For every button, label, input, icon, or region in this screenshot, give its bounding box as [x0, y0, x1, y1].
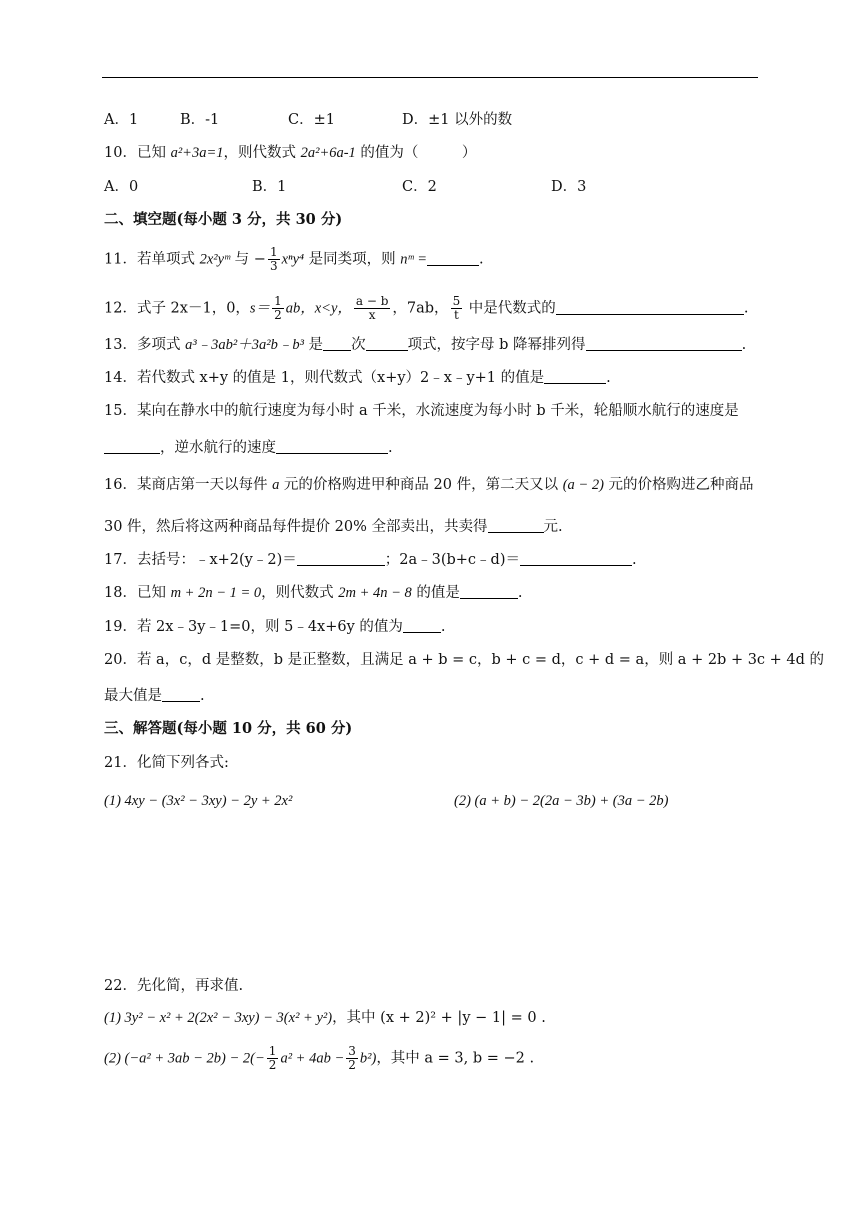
q19-end: . [440, 619, 446, 635]
q11-post: . [479, 251, 484, 268]
q12 [104, 295, 748, 322]
q11-fraction [268, 246, 280, 273]
q16-expr: (a − 2) [562, 477, 604, 493]
q13-blank-order[interactable] [586, 336, 742, 351]
q20-line2-text: 最大值是 [104, 688, 162, 704]
q11-frac-den: 3 [269, 259, 278, 273]
q11-term-c: nᵐ = [400, 251, 428, 268]
q17-blank-1[interactable] [297, 551, 385, 566]
q21-part-1: (1) 4xy − (3x² − 3xy) − 2y + 2x² [104, 793, 293, 809]
q12-f2-num: a − b [355, 294, 389, 308]
q18-end: . [517, 585, 523, 601]
q22-f2-den: 2 [348, 1058, 356, 1072]
q13-t2: 次 [351, 337, 366, 353]
q10-stem [104, 143, 476, 163]
q12-f3-num: 5 [452, 294, 461, 308]
q14 [104, 368, 611, 388]
q10-post: 的值为（ ） [355, 145, 477, 161]
q20-line-1: 20．若 a，c，d 是整数，b 是正整数，且满足 a + b = c，b + c = d，c + d = a，则 a + 2b + 3c + 4d 的 [104, 652, 825, 668]
q14-text: 14．若代数式 x+y 的值是 1，则代数式（x+y）2﹣x﹣y+1 的值是 [104, 370, 545, 386]
q11-mid2: 是同类项，则 [304, 251, 401, 268]
q16-mid: 元的价格购进甲种商品 20 件，第二天又以 [279, 477, 563, 493]
q22-part-1-cond: ，其中 (x + 2)² + |y − 1| = 0 . [332, 1010, 546, 1026]
q17-end: . [631, 552, 637, 568]
q16-pre: 16．某商店第一天以每件 [104, 477, 273, 493]
q11-mid1: 与 [230, 251, 254, 268]
q11-term-b: xⁿy⁴ [281, 251, 305, 268]
q12-end: . [743, 300, 749, 317]
q21-part-2: (2) (a + b) − 2(2a − 3b) + (3a − 2b) [454, 793, 669, 809]
q11-pre: 11．若单项式 [104, 251, 200, 268]
q15-blank-upstream[interactable] [276, 439, 388, 454]
q9-option-d[interactable]: D．±1 以外的数 [402, 112, 513, 128]
q18-answer-blank[interactable] [460, 584, 518, 599]
q10-pre: 10．已知 [104, 145, 171, 161]
q12-ab: ab，x<y， [285, 300, 352, 317]
q17-blank-2[interactable] [520, 551, 632, 566]
q22-f1-num: 1 [268, 1044, 277, 1058]
q12-s: s＝ [249, 300, 271, 317]
q17 [104, 550, 637, 570]
q12-mid: ，7ab， [392, 300, 449, 317]
q16-line-2 [104, 517, 563, 537]
q10-expr: 2a²+6a-1 [300, 145, 356, 161]
q13-blank-terms[interactable] [366, 336, 408, 351]
q13-pre: 13．多项式 [104, 337, 186, 353]
q22-part-1-expr: (1) 3y² − x² + 2(2x² − 3xy) − 3(x² + y²) [104, 1010, 333, 1026]
q9-option-a[interactable]: A．1 [104, 112, 139, 128]
q12-fraction-3 [451, 295, 463, 322]
q12-fraction-1 [272, 295, 284, 322]
q9-option-c[interactable]: C．±1 [288, 112, 335, 128]
q22-part-2-mid: a² + 4ab − [280, 1050, 345, 1067]
q12-f1-den: 2 [274, 308, 282, 322]
q22-fraction-2 [346, 1045, 358, 1072]
q13-t3: 项式，按字母 b 降幂排列得 [407, 337, 586, 353]
q18-eq: m + 2n − 1 = 0 [170, 585, 262, 601]
q19-answer-blank[interactable] [403, 618, 441, 633]
q18 [104, 583, 523, 603]
q12-pre: 12．式子 2x－1，0， [104, 300, 250, 317]
q10-option-a[interactable]: A．0 [104, 179, 139, 195]
q20-end: . [200, 688, 205, 704]
q22-part-2-cond: ，其中 a = 3, b = −2 . [376, 1050, 535, 1067]
q19 [104, 617, 446, 637]
q13-expr: a³﹣3ab²＋3a²b﹣b³ [185, 337, 304, 353]
q11-term-a: 2x²yᵐ [199, 251, 231, 268]
header-rule [102, 77, 758, 78]
q13-end: . [741, 337, 747, 353]
q11-neg: − [253, 251, 266, 268]
q15-line-1: 15．某向在静水中的航行速度为每小时 a 千米，水流速度为每小时 b 千米，轮船顺水航行的速度是 [104, 403, 739, 419]
q11-answer-blank[interactable] [427, 251, 479, 266]
q22-part-2-pre: (2) (−a² + 3ab − 2b) − 2(− [104, 1050, 265, 1067]
q9-option-b[interactable]: B．-1 [180, 112, 220, 128]
q20-line-2 [104, 686, 205, 706]
q22-f1-den: 2 [268, 1058, 277, 1072]
q15-line-2 [104, 438, 393, 458]
section-3-heading: 三、解答题(每小题 10 分，共 60 分) [104, 720, 353, 737]
q16-line-1 [104, 475, 754, 495]
q12-fraction-2 [354, 295, 391, 322]
q10-option-b[interactable]: B．1 [252, 179, 287, 195]
q19-text: 19．若 2x﹣3y﹣1=0，则 5﹣4x+6y 的值为 [104, 619, 403, 635]
q16-answer-blank[interactable] [488, 518, 544, 533]
q15-end: . [388, 440, 393, 456]
q22-part-2 [104, 1045, 534, 1072]
q16-end: 元. [543, 519, 563, 535]
q22-part-1 [104, 1008, 546, 1028]
q18-pre: 18．已知 [104, 585, 171, 601]
q10-option-d[interactable]: D．3 [551, 179, 587, 195]
q12-f1-num: 1 [274, 294, 282, 308]
q10-mid: ，则代数式 [223, 145, 301, 161]
q10-eq: a²+3a=1 [170, 145, 224, 161]
q22-title: 22．先化简，再求值. [104, 978, 244, 994]
q21-title: 21．化简下列各式: [104, 755, 229, 771]
q13-t1: 是 [303, 337, 324, 353]
q17-mid: ；2a﹣3(b+c﹣d)＝ [384, 552, 520, 568]
q12-post: 中是代数式的 [464, 300, 556, 317]
q16-post: 元的价格购进乙种商品 [603, 477, 754, 493]
q18-expr: 2m + 4n − 8 [338, 585, 412, 601]
q15-blank-downstream[interactable] [104, 439, 160, 454]
q22-f2-num: 3 [348, 1044, 356, 1058]
q20-answer-blank[interactable] [162, 687, 200, 702]
q14-answer-blank[interactable] [544, 369, 606, 384]
q22-fraction-1 [267, 1045, 279, 1072]
q12-answer-blank[interactable] [556, 300, 744, 315]
q12-f2-den: x [368, 308, 376, 322]
section-2-heading: 二、填空题(每小题 3 分，共 30 分) [104, 211, 343, 228]
q11-frac-num: 1 [269, 245, 278, 259]
q22-part-2-post: b²) [359, 1050, 377, 1067]
q16-line2-text: 30 件，然后将这两种商品每件提价 20% 全部卖出，共卖得 [104, 519, 488, 535]
q14-end: . [606, 370, 611, 386]
q10-option-c[interactable]: C．2 [402, 179, 437, 195]
q18-mid: ，则代数式 [261, 585, 339, 601]
q12-f3-den: t [453, 308, 459, 322]
q17-pre: 17．去括号：﹣x+2(y﹣2)＝ [104, 552, 297, 568]
q18-post: 的值是 [411, 585, 460, 601]
q16-a: a [272, 477, 280, 493]
q13-blank-degree[interactable] [323, 336, 351, 351]
q15-mid: ，逆水航行的速度 [160, 440, 276, 456]
q13 [104, 335, 746, 355]
q11 [104, 246, 484, 273]
